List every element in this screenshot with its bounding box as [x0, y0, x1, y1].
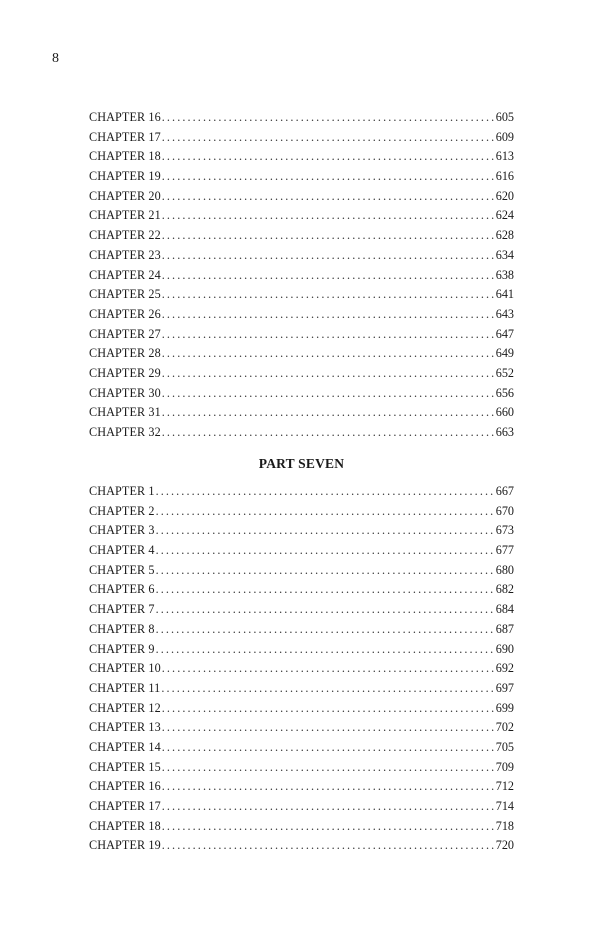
- toc-entry[interactable]: [89, 364, 514, 384]
- toc-entry-page: 647: [495, 326, 514, 341]
- dot-leader: [162, 403, 495, 423]
- toc-entry-page: 638: [495, 267, 514, 282]
- toc-entry-title: CHAPTER 8: [89, 621, 155, 636]
- toc-entry-page: 720: [495, 838, 514, 853]
- toc-entry[interactable]: [89, 325, 514, 345]
- toc-entry-page: 712: [495, 779, 514, 794]
- toc-entry-title: CHAPTER 12: [89, 700, 161, 715]
- dot-leader: [156, 600, 495, 620]
- toc-entry-page: 628: [495, 228, 514, 243]
- toc-entry-title: CHAPTER 1: [89, 484, 155, 498]
- toc-entry-title: CHAPTER 16: [89, 779, 161, 794]
- dot-leader: [162, 285, 495, 305]
- toc-entry[interactable]: [89, 246, 514, 266]
- toc-entry-title: CHAPTER 22: [89, 228, 161, 243]
- toc-entry-title: CHAPTER 23: [89, 247, 161, 262]
- toc-entry-page: 702: [495, 720, 514, 735]
- toc-entry[interactable]: [89, 640, 514, 660]
- toc-entry[interactable]: [89, 384, 514, 404]
- toc-entry-page: 649: [495, 346, 514, 361]
- dot-leader: [162, 167, 495, 187]
- toc-entry[interactable]: [89, 836, 514, 856]
- toc-entry-page: 613: [495, 149, 514, 164]
- toc-entry-title: CHAPTER 18: [89, 818, 161, 833]
- toc-entry-title: CHAPTER 19: [89, 838, 161, 853]
- toc-entry-title: CHAPTER 31: [89, 405, 161, 420]
- toc-entry[interactable]: [89, 797, 514, 817]
- dot-leader: [162, 797, 495, 817]
- toc-entry-title: CHAPTER 30: [89, 385, 161, 400]
- dot-leader: [162, 659, 495, 679]
- dot-leader: [156, 502, 495, 522]
- toc-entry[interactable]: [89, 777, 514, 797]
- toc-entry-title: CHAPTER 6: [89, 582, 155, 597]
- dot-leader: [156, 541, 495, 561]
- toc-entry[interactable]: [89, 620, 514, 640]
- toc-entry-page: 616: [495, 169, 514, 184]
- toc-entry-title: CHAPTER 24: [89, 267, 161, 282]
- toc-entry[interactable]: [89, 817, 514, 837]
- dot-leader: [156, 521, 495, 541]
- toc-entry-title: CHAPTER 15: [89, 759, 161, 774]
- toc-entry-page: 705: [495, 739, 514, 754]
- toc-entry[interactable]: [89, 206, 514, 226]
- toc-entry[interactable]: [89, 502, 514, 522]
- toc-entry-title: CHAPTER 27: [89, 326, 161, 341]
- toc-entry-title: CHAPTER 4: [89, 543, 155, 558]
- toc-entry-title: CHAPTER 26: [89, 306, 161, 321]
- dot-leader: [162, 738, 495, 758]
- toc-entry-page: 652: [495, 365, 514, 380]
- toc-entry-title: CHAPTER 19: [89, 169, 161, 184]
- toc-entry-title: CHAPTER 5: [89, 562, 155, 577]
- dot-leader: [162, 187, 495, 207]
- dot-leader: [162, 128, 495, 148]
- dot-leader: [162, 147, 495, 167]
- toc-entry[interactable]: [89, 699, 514, 719]
- toc-entry[interactable]: [89, 580, 514, 600]
- toc-entry[interactable]: [89, 423, 514, 443]
- dot-leader: [162, 246, 495, 266]
- dot-leader: [162, 777, 495, 797]
- toc-entry-page: 709: [495, 759, 514, 774]
- toc-entry-title: CHAPTER 9: [89, 641, 155, 656]
- toc-entry-page: 609: [495, 129, 514, 144]
- toc-entry[interactable]: [89, 600, 514, 620]
- toc-entry[interactable]: [89, 187, 514, 207]
- dot-leader: [162, 344, 495, 364]
- toc-entry-page: 624: [495, 208, 514, 223]
- toc-entry-title: CHAPTER 20: [89, 188, 161, 203]
- toc-entry-title: CHAPTER 25: [89, 287, 161, 302]
- toc-entry-page: 687: [495, 621, 514, 636]
- dot-leader: [162, 758, 495, 778]
- dot-leader: [156, 482, 495, 502]
- dot-leader: [162, 423, 495, 443]
- toc-entry[interactable]: [89, 758, 514, 778]
- toc-entry[interactable]: [89, 226, 514, 246]
- toc-entry-title: CHAPTER 29: [89, 365, 161, 380]
- toc-entry[interactable]: [89, 718, 514, 738]
- toc-entry[interactable]: [89, 305, 514, 325]
- toc-entry-title: CHAPTER 21: [89, 208, 161, 223]
- toc-entry-page: 690: [495, 641, 514, 656]
- toc-entry-title: CHAPTER 16: [89, 110, 161, 124]
- toc-entry[interactable]: [89, 738, 514, 758]
- toc-entry-page: 692: [495, 661, 514, 676]
- toc-entry-page: 699: [495, 700, 514, 715]
- toc-entry-page: 605: [495, 110, 514, 124]
- toc-entry-page: 641: [495, 287, 514, 302]
- part-heading: PART SEVEN: [258, 456, 345, 471]
- toc-entry-title: CHAPTER 14: [89, 739, 161, 754]
- toc-entry-page: 634: [495, 247, 514, 262]
- toc-entry[interactable]: [89, 167, 514, 187]
- dot-leader: [162, 325, 495, 345]
- toc-entry-title: CHAPTER 17: [89, 129, 161, 144]
- page-number: 8: [52, 51, 59, 66]
- dot-leader: [162, 836, 495, 856]
- toc-entry-page: 673: [495, 523, 514, 538]
- dot-leader: [156, 580, 495, 600]
- dot-leader: [162, 226, 495, 246]
- toc-list-part-six: [89, 108, 514, 443]
- toc-entry-page: 682: [495, 582, 514, 597]
- toc-entry[interactable]: [89, 403, 514, 423]
- toc-entry-page: 697: [495, 680, 514, 695]
- dot-leader: [162, 699, 495, 719]
- toc-entry-page: 718: [495, 818, 514, 833]
- toc-entry-page: 663: [495, 425, 514, 439]
- toc-entry[interactable]: [89, 541, 514, 561]
- toc-entry-page: 643: [495, 306, 514, 321]
- dot-leader: [162, 108, 495, 128]
- toc-entry[interactable]: [89, 108, 514, 128]
- toc-entry[interactable]: [89, 147, 514, 167]
- toc-entry[interactable]: [89, 266, 514, 286]
- toc-entry-page: 620: [495, 188, 514, 203]
- dot-leader: [156, 640, 495, 660]
- dot-leader: [162, 718, 495, 738]
- dot-leader: [161, 679, 494, 699]
- toc-entry[interactable]: [89, 679, 514, 699]
- toc-entry-page: 677: [495, 543, 514, 558]
- toc-entry[interactable]: [89, 344, 514, 364]
- toc-entry-title: CHAPTER 17: [89, 799, 161, 813]
- toc-entry[interactable]: [89, 659, 514, 679]
- toc-entry[interactable]: [89, 128, 514, 148]
- toc-entry-page: 680: [495, 562, 514, 577]
- toc-entry-title: CHAPTER 7: [89, 602, 155, 617]
- dot-leader: [162, 266, 495, 286]
- toc-entry-page: 667: [495, 484, 514, 498]
- toc-entry-title: CHAPTER 32: [89, 425, 161, 439]
- toc-entry-page: 656: [495, 385, 514, 400]
- toc-entry-title: CHAPTER 3: [89, 523, 155, 538]
- toc-entry[interactable]: [89, 285, 514, 305]
- toc-entry-title: CHAPTER 2: [89, 503, 155, 518]
- toc-entry-title: CHAPTER 18: [89, 149, 161, 164]
- toc-entry[interactable]: [89, 482, 514, 502]
- toc-entry-title: CHAPTER 28: [89, 346, 161, 361]
- dot-leader: [162, 364, 495, 384]
- toc-entry[interactable]: [89, 561, 514, 581]
- toc-entry-title: CHAPTER 10: [89, 661, 161, 676]
- toc-entry-page: 714: [495, 799, 514, 813]
- toc-entry-page: 670: [495, 503, 514, 518]
- dot-leader: [162, 817, 495, 837]
- dot-leader: [156, 561, 495, 581]
- toc-entry-title: CHAPTER 11: [89, 680, 161, 695]
- toc-entry-page: 660: [495, 405, 514, 420]
- toc-entry[interactable]: [89, 521, 514, 541]
- toc-entry-title: CHAPTER 13: [89, 720, 161, 735]
- dot-leader: [162, 305, 495, 325]
- dot-leader: [156, 620, 495, 640]
- toc-list-part-seven: [89, 482, 514, 856]
- dot-leader: [162, 206, 495, 226]
- dot-leader: [162, 384, 495, 404]
- toc-entry-page: 684: [495, 602, 514, 617]
